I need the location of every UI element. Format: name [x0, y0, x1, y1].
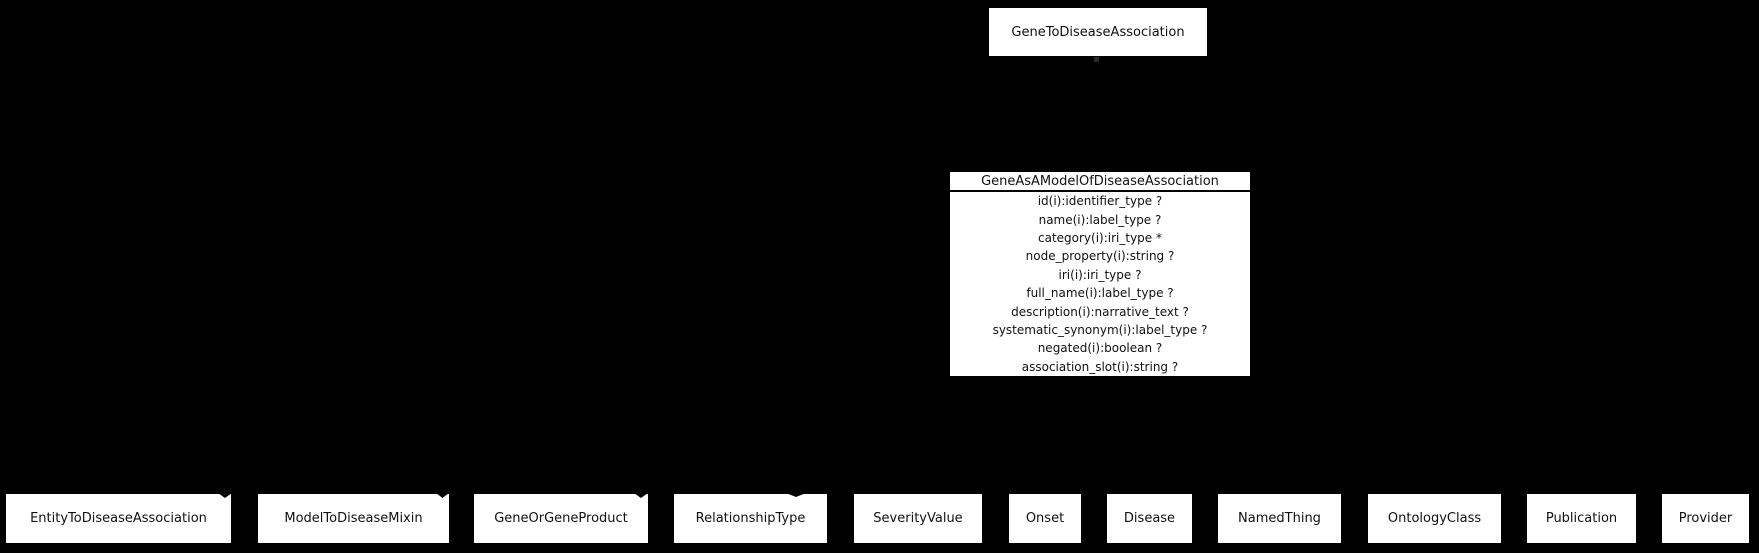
class-attribute: id(i):identifier_type ?: [1037, 194, 1163, 209]
class-node-label: GeneToDiseaseAssociation: [1011, 24, 1185, 40]
class-attribute-compartment: [950, 192, 1250, 376]
class-node-label: RelationshipType: [695, 511, 806, 526]
class-node-model-to-disease-mixin[interactable]: [257, 493, 450, 544]
class-node-label: Publication: [1545, 511, 1618, 526]
class-node-gene-or-gene-product[interactable]: [473, 493, 649, 544]
class-node-label: Provider: [1678, 511, 1733, 526]
class-attribute: iri(i):iri_type ?: [1058, 267, 1142, 282]
class-node-severity-value[interactable]: [853, 493, 983, 544]
class-node-entity-to-disease-association[interactable]: [5, 493, 232, 544]
class-attribute: association_slot(i):string ?: [1021, 359, 1179, 374]
class-node-gene-to-disease-association[interactable]: [988, 7, 1208, 57]
class-node-label: Disease: [1123, 511, 1176, 526]
class-node-label: Onset: [1025, 511, 1065, 526]
class-attribute: full_name(i):label_type ?: [1026, 286, 1174, 301]
edge-stub-artifact: [1094, 57, 1099, 62]
class-node-publication[interactable]: [1526, 493, 1637, 544]
class-node-label: EntityToDiseaseAssociation: [30, 511, 207, 526]
class-attribute: systematic_synonym(i):label_type ?: [992, 323, 1208, 338]
class-attribute: negated(i):boolean ?: [1037, 341, 1163, 356]
class-node-onset[interactable]: [1008, 493, 1082, 544]
class-node-gene-as-a-model-of-disease-association[interactable]: [949, 171, 1251, 377]
class-attribute: node_property(i):string ?: [1025, 249, 1175, 264]
class-node-label: OntologyClass: [1387, 511, 1482, 526]
class-attribute: category(i):iri_type *: [1038, 231, 1162, 246]
class-node-named-thing[interactable]: [1217, 493, 1342, 544]
class-node-label: NamedThing: [1238, 511, 1321, 526]
class-node-disease[interactable]: [1106, 493, 1193, 544]
class-node-label: GeneOrGeneProduct: [494, 511, 628, 526]
class-attribute: name(i):label_type ?: [1038, 212, 1162, 227]
class-attribute: description(i):narrative_text ?: [1011, 304, 1189, 319]
class-node-relationship-type[interactable]: [673, 493, 828, 544]
class-node-label: ModelToDiseaseMixin: [284, 511, 423, 526]
class-title: GeneAsAModelOfDiseaseAssociation: [950, 172, 1250, 192]
class-node-label: SeverityValue: [873, 511, 963, 526]
class-node-provider[interactable]: [1661, 493, 1750, 544]
class-node-ontology-class[interactable]: [1367, 493, 1502, 544]
